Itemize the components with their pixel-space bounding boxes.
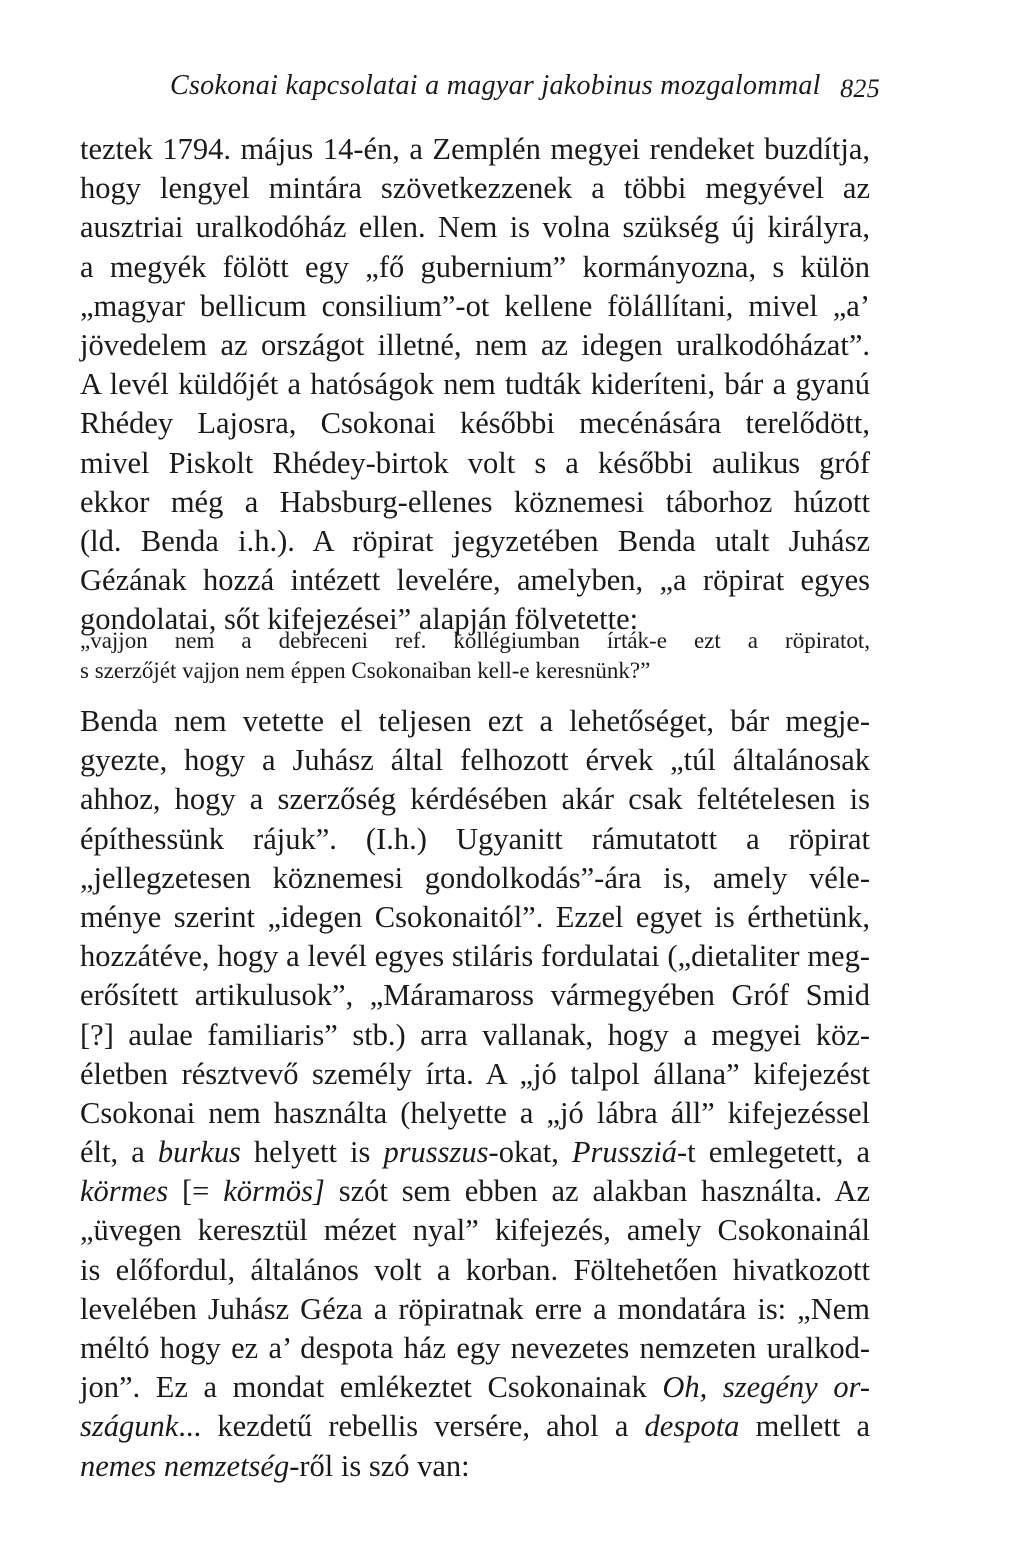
block-quote xyxy=(80,626,870,686)
text-line xyxy=(80,1447,870,1486)
text-line: ausztriai uralkodóház ellen. Nem is volna szükség új királyra, xyxy=(80,210,870,245)
italic-term: despota xyxy=(644,1409,740,1444)
text-line: is előfordul, általános volt a korban. Föltehetően hivatkozott xyxy=(80,1252,870,1287)
text-line: „magyar bellicum consilium”-ot kellene fölállítani, mivel „a’ xyxy=(80,288,870,323)
text-line: jövedelem az országot illetné, nem az idegen uralkodóházat”. xyxy=(80,327,870,362)
text-run: [= xyxy=(168,1174,224,1209)
text-run: -t emlegetett, a xyxy=(677,1135,870,1170)
text-run: élt, a xyxy=(80,1135,158,1170)
text-line: erősített artikulusok”, „Máramaross vármegyében Gróf Smid xyxy=(80,978,870,1013)
text-line: „üvegen keresztül mézet nyal” kifejezés, amely Csokonainál xyxy=(80,1213,870,1248)
text-run: ... kezdetű rebellis versére, ahol a xyxy=(178,1409,645,1444)
text-line: építhessünk rájuk”. (I.h.) Ugyanitt rámutatott a röpirat xyxy=(80,821,870,856)
text-line: „jellegzetesen köznemesi gondolkodás”-ára is, amely véle- xyxy=(80,860,870,895)
text-run: szót sem ebben az alakban használta. Az xyxy=(324,1174,871,1209)
paragraph-1 xyxy=(80,130,870,639)
text-line: [?] aulae familiaris” stb.) arra vallanak, hogy a megyei köz- xyxy=(80,1017,870,1052)
text-run: helyett is xyxy=(240,1135,384,1170)
page-number: 825 xyxy=(840,74,880,103)
text-run: -okat, xyxy=(488,1135,572,1170)
text-line xyxy=(80,1407,870,1446)
italic-title: szágunk xyxy=(80,1409,179,1444)
text-line: ménye szerint „idegen Csokonaitól”. Ezzel egyet is érthetünk, xyxy=(80,899,870,934)
text-line: Gézának hozzá intézett levelére, amelyben, „a röpirat egyes xyxy=(80,563,870,598)
text-line xyxy=(80,1172,870,1211)
text-run: mellett a xyxy=(739,1409,871,1444)
italic-term: prusszus xyxy=(383,1135,489,1170)
text-line: Csokonai nem használta (helyette a „jó lábra áll” kifejezéssel xyxy=(80,1095,870,1130)
italic-term: Prussziá xyxy=(571,1135,678,1170)
text-line: hozzátéve, hogy a levél egyes stiláris fordulatai („dietaliter meg- xyxy=(80,939,870,974)
text-line: A levél küldőjét a hatóságok nem tudták kideríteni, bár a gyanú xyxy=(80,367,870,402)
text-line: levelében Juhász Géza a röpiratnak erre a mondatára is: „Nem xyxy=(80,1291,870,1326)
text-run: -ről is szó van: xyxy=(289,1448,470,1483)
quote-line: s szerzőjét vajjon nem éppen Csokonaiban kell-e keresnünk?” xyxy=(80,658,651,683)
text-run: jon”. Ez a mondat emlékeztet Csokonainak xyxy=(80,1370,663,1405)
running-head xyxy=(160,66,880,106)
italic-term: körmös] xyxy=(223,1174,325,1209)
text-line: gondolatai, sőt kifejezései” alapján fölvetette: xyxy=(80,602,639,637)
quote-line: „vajjon nem a debreceni ref. kollégiumban írták-e ezt a röpiratot, xyxy=(80,628,870,653)
text-line: teztek 1794. május 14-én, a Zemplén megyei rendeket buzdítja, xyxy=(80,132,870,166)
text-line: a megyék fölött egy „fő gubernium” kormányozna, s külön xyxy=(80,249,870,284)
text-line: mivel Piskolt Rhédey-birtok volt s a későbbi aulikus gróf xyxy=(80,445,870,480)
running-title: Csokonai kapcsolatai a magyar jakobinus mozgalommal xyxy=(170,70,821,101)
text-line: hogy lengyel mintára szövetkezzenek a többi megyével az xyxy=(80,171,870,206)
paragraph-2 xyxy=(80,702,870,1486)
text-line: gyezte, hogy a Juhász által felhozott érvek „túl általánosak xyxy=(80,743,870,778)
text-line xyxy=(80,1368,870,1407)
text-line: (ld. Benda i.h.). A röpirat jegyzetében Benda utalt Juhász xyxy=(80,523,870,558)
text-line xyxy=(80,1133,870,1172)
text-line: Rhédey Lajosra, Csokonai későbbi mecénására terelődött, xyxy=(80,406,870,441)
text-line: Benda nem vetette el teljesen ezt a lehetőséget, bár megje- xyxy=(80,704,870,738)
italic-term: nemes nemzetség xyxy=(80,1448,290,1483)
italic-title: Oh, szegény or- xyxy=(662,1370,871,1405)
italic-term: burkus xyxy=(157,1135,241,1170)
text-line: ekkor még a Habsburg-ellenes köznemesi táborhoz húzott xyxy=(80,484,870,519)
text-line: életben résztvevő személy írta. A „jó talpol állana” kifejezést xyxy=(80,1056,870,1091)
text-line: méltó hogy ez a’ despota ház egy nevezetes nemzeten uralkod- xyxy=(80,1331,870,1365)
text-line: ahhoz, hogy a szerzőség kérdésében akár csak feltételesen is xyxy=(80,782,870,817)
italic-term: körmes xyxy=(80,1174,169,1209)
